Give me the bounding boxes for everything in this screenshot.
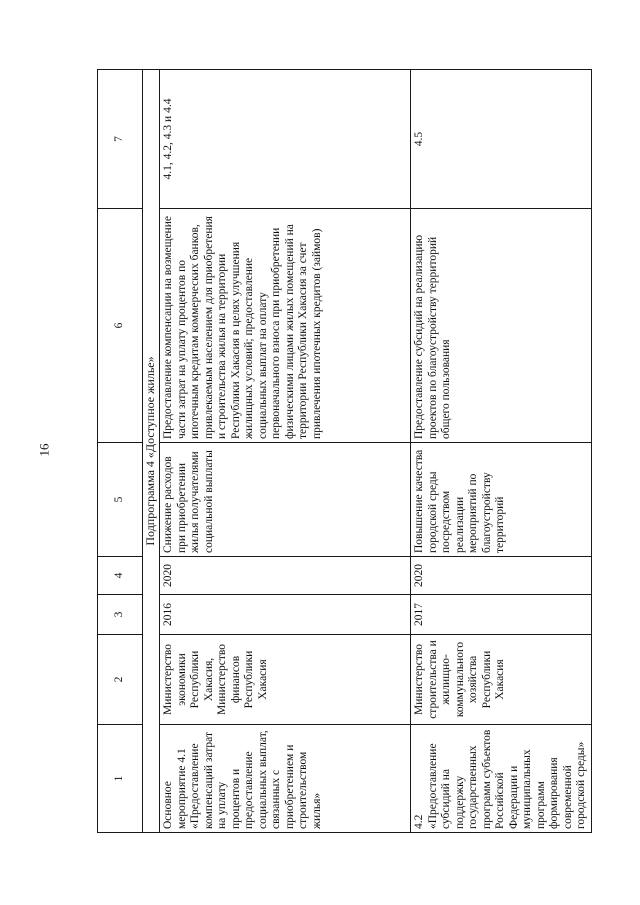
main-directions-cell: Предоставление субсидий на реализацию проектов по благоустройству территорий общего пользования bbox=[411, 209, 592, 443]
rotated-table-container bbox=[97, 70, 587, 833]
subprogram-title: Подпрограмма 4 «Доступное жилье» bbox=[143, 70, 160, 833]
expected-result-cell: Снижение расходов при приобретении жилья получателями социальной выплаты bbox=[160, 443, 411, 557]
table-row bbox=[411, 70, 592, 833]
column-number-row bbox=[98, 70, 143, 833]
subprogram-row bbox=[143, 70, 160, 833]
column-header-6: 6 bbox=[98, 209, 143, 443]
column-header-1: 1 bbox=[98, 725, 143, 833]
start-year-cell: 2016 bbox=[160, 595, 411, 635]
column-header-4: 4 bbox=[98, 557, 143, 595]
start-year-cell: 2017 bbox=[411, 595, 592, 635]
end-year-cell: 2020 bbox=[160, 557, 411, 595]
column-header-3: 3 bbox=[98, 595, 143, 635]
responsible-cell: Министерство строительства и жилищно-коммунального хозяйства Республики Хакасия bbox=[411, 635, 592, 725]
expected-result-cell: Повышение качества городской среды посредством реализации мероприятий по благоустройству территорий bbox=[411, 443, 592, 557]
indicators-cell: 4.5 bbox=[411, 70, 592, 209]
column-header-2: 2 bbox=[98, 635, 143, 725]
column-header-7: 7 bbox=[98, 70, 143, 209]
page-number: 16 bbox=[36, 443, 52, 457]
table-row bbox=[160, 70, 411, 833]
main-directions-cell: Предоставление компенсации на возмещение части затрат на уплату процентов по ипотечным кредитам коммерческих банков, привлекаемым населением для приобретения и строительства жилья на территории Республики Хакасия в целях улучшения жилищных условий; предоставление социальных выплат на оплату первоначального взноса при приобретении физическими лицами жилых помещений на территории Республики Хакасия за счет привлечения ипотечных кредитов (займов) bbox=[160, 209, 411, 443]
indicators-cell: 4.1, 4.2, 4.3 и 4.4 bbox=[160, 70, 411, 209]
column-header-5: 5 bbox=[98, 443, 143, 557]
responsible-cell: Министерство экономики Республики Хакасия, Министерство финансов Республики Хакасия bbox=[160, 635, 411, 725]
measure-name-cell: Основное мероприятие 4.1 «Предоставление компенсаций затрат на уплату процентов и предоставление социальных выплат, связанных с приобретением и строительством жилья» bbox=[160, 725, 411, 833]
measures-table bbox=[97, 69, 592, 833]
measure-name-cell: 4.2 «Предоставление субсидий на поддержку государственных программ субъектов Российской Федерации и муниципальных программ формирования современной городской среды» bbox=[411, 725, 592, 833]
end-year-cell: 2020 bbox=[411, 557, 592, 595]
